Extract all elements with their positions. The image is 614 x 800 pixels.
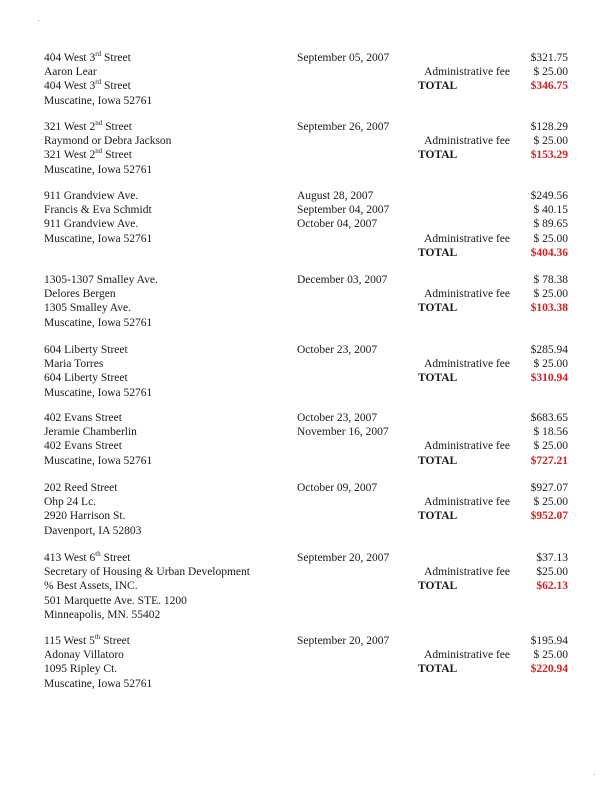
- admin-fee-amount: $ 25.00: [533, 440, 568, 453]
- property-address: 413 West 6th Street: [44, 550, 131, 564]
- total-amount: $952.07: [530, 510, 568, 523]
- property-address: 115 West 5th Street: [44, 633, 130, 647]
- property-address: 321 West 2nd Street: [44, 119, 132, 133]
- admin-fee-label: Administrative fee: [424, 135, 510, 148]
- mailing-address: 402 Evans Street: [44, 440, 122, 453]
- total-label: TOTAL: [418, 510, 458, 523]
- service-dates: [297, 634, 417, 648]
- total-label: TOTAL: [418, 149, 458, 162]
- property-address: 202 Reed Street: [44, 482, 118, 494]
- mailing-address: 1305 Smalley Ave.: [44, 302, 131, 315]
- charge-amount: $249.56: [530, 190, 568, 202]
- service-date: September 05, 2007: [297, 52, 390, 64]
- admin-fee-label: Administrative fee: [424, 232, 510, 245]
- total-label: TOTAL: [418, 246, 458, 259]
- mailing-address: 911 Grandview Ave.: [44, 218, 139, 231]
- city-state-zip: Davenport, IA 52803: [44, 524, 142, 537]
- charge-amount: $ 18.56: [533, 426, 568, 439]
- total-label: TOTAL: [418, 454, 458, 467]
- charge-amount: $683.65: [530, 412, 568, 424]
- address-block: [44, 551, 294, 622]
- amount-block: [400, 411, 568, 468]
- service-date: September 26, 2007: [297, 121, 390, 133]
- owner-name: Aaron Lear: [44, 66, 97, 79]
- city-state-zip: Muscatine, Iowa 52761: [44, 232, 153, 245]
- service-date: October 09, 2007: [297, 482, 378, 494]
- owner-name: Jeramie Chamberlin: [44, 426, 137, 439]
- admin-fee-amount: $ 25.00: [533, 496, 568, 509]
- mailing-address: 2920 Harrison St.: [44, 510, 126, 523]
- service-date: December 03, 2007: [297, 274, 388, 286]
- amount-block: [400, 481, 568, 524]
- total-amount: $346.75: [530, 80, 568, 93]
- admin-fee-label: Administrative fee: [424, 649, 510, 662]
- owner-name: Secretary of Housing & Urban Development: [44, 566, 250, 579]
- address-block: [44, 120, 294, 177]
- property-address: 402 Evans Street: [44, 412, 122, 424]
- owner-name: Ohp 24 Lc.: [44, 496, 97, 509]
- admin-fee-amount: $ 25.00: [533, 358, 568, 371]
- admin-fee-amount: $ 25.00: [533, 288, 568, 301]
- charge-amount: $128.29: [530, 121, 568, 133]
- address-block: [44, 273, 294, 330]
- admin-fee-label: Administrative fee: [424, 288, 510, 301]
- service-date: October 04, 2007: [297, 218, 378, 231]
- city-state-zip: Muscatine, Iowa 52761: [44, 163, 153, 176]
- mailing-address: 321 West 2nd Street: [44, 147, 132, 162]
- admin-fee-label: Administrative fee: [424, 566, 510, 579]
- amount-block: [400, 189, 568, 260]
- total-amount: $220.94: [530, 663, 568, 676]
- city-state-zip: Minneapolis, MN. 55402: [44, 608, 161, 621]
- address-block: [44, 481, 294, 538]
- admin-fee-label: Administrative fee: [424, 440, 510, 453]
- amount-block: [400, 634, 568, 677]
- total-amount: $404.36: [530, 246, 568, 259]
- amount-block: [400, 51, 568, 94]
- total-amount: $310.94: [530, 372, 568, 385]
- amount-block: [400, 120, 568, 163]
- total-amount: $727.21: [530, 454, 568, 467]
- admin-fee-amount: $ 25.00: [533, 649, 568, 662]
- admin-fee-amount: $25.00: [536, 566, 568, 579]
- owner-name: Maria Torres: [44, 358, 104, 371]
- property-address: 911 Grandview Ave.: [44, 190, 139, 202]
- city-state-zip: Muscatine, Iowa 52761: [44, 677, 153, 690]
- service-date: September 04, 2007: [297, 204, 390, 217]
- property-address: 604 Liberty Street: [44, 344, 128, 356]
- property-address: 404 West 3rd Street: [44, 50, 131, 64]
- service-dates: [297, 51, 417, 65]
- service-date: October 23, 2007: [297, 344, 378, 356]
- service-date: August 28, 2007: [297, 190, 374, 202]
- charge-amount: $ 78.38: [533, 274, 568, 286]
- charge-amount: $195.94: [530, 635, 568, 647]
- total-label: TOTAL: [418, 663, 458, 676]
- service-dates: [297, 120, 417, 134]
- service-dates: [297, 189, 417, 232]
- admin-fee-label: Administrative fee: [424, 66, 510, 79]
- service-dates: [297, 343, 417, 357]
- city-state-zip: Muscatine, Iowa 52761: [44, 454, 153, 467]
- city-state-zip: Muscatine, Iowa 52761: [44, 386, 153, 399]
- owner-name: Delores Bergen: [44, 288, 116, 301]
- total-amount: $62.13: [536, 580, 568, 593]
- mailing-address: 604 Liberty Street: [44, 372, 128, 385]
- mailing-address: 1095 Ripley Ct.: [44, 663, 118, 676]
- total-label: TOTAL: [418, 80, 458, 93]
- amount-block: [400, 273, 568, 316]
- total-amount: $103.38: [530, 302, 568, 315]
- service-date: October 23, 2007: [297, 412, 378, 424]
- total-label: TOTAL: [418, 372, 458, 385]
- amount-block: [400, 551, 568, 594]
- city-state-zip: Muscatine, Iowa 52761: [44, 316, 153, 329]
- property-address: 1305-1307 Smalley Ave.: [44, 274, 158, 286]
- address-block: [44, 189, 294, 246]
- mailing-address: 501 Marquette Ave. STE. 1200: [44, 594, 187, 607]
- admin-fee-amount: $ 25.00: [533, 232, 568, 245]
- owner-name: Adonay Villatoro: [44, 649, 124, 662]
- service-date: September 20, 2007: [297, 635, 390, 647]
- city-state-zip: Muscatine, Iowa 52761: [44, 94, 153, 107]
- charge-amount: $285.94: [530, 344, 568, 356]
- charge-amount: $37.13: [536, 552, 568, 564]
- admin-fee-label: Administrative fee: [424, 496, 510, 509]
- address-block: [44, 634, 294, 691]
- care-of-line: % Best Assets, INC.: [44, 580, 138, 593]
- owner-name: Francis & Eva Schmidt: [44, 204, 152, 217]
- address-block: [44, 51, 294, 108]
- admin-fee-amount: $ 25.00: [533, 66, 568, 79]
- amount-block: [400, 343, 568, 386]
- mailing-address: 404 West 3rd Street: [44, 78, 131, 93]
- total-label: TOTAL: [418, 580, 458, 593]
- page-speck: [38, 20, 39, 21]
- charge-amount: $321.75: [530, 52, 568, 64]
- owner-name: Raymond or Debra Jackson: [44, 135, 172, 148]
- service-dates: [297, 411, 417, 439]
- total-label: TOTAL: [418, 302, 458, 315]
- charge-amount: $ 89.65: [533, 218, 568, 231]
- charge-amount: $ 40.15: [533, 204, 568, 217]
- admin-fee-amount: $ 25.00: [533, 135, 568, 148]
- admin-fee-label: Administrative fee: [424, 358, 510, 371]
- total-amount: $153.29: [530, 149, 568, 162]
- address-block: [44, 411, 294, 468]
- address-block: [44, 343, 294, 400]
- service-date: November 16, 2007: [297, 426, 389, 439]
- service-dates: [297, 551, 417, 565]
- service-dates: [297, 273, 417, 287]
- page-speck: [594, 774, 595, 775]
- service-dates: [297, 481, 417, 495]
- charge-amount: $927.07: [530, 482, 568, 494]
- service-date: September 20, 2007: [297, 552, 390, 564]
